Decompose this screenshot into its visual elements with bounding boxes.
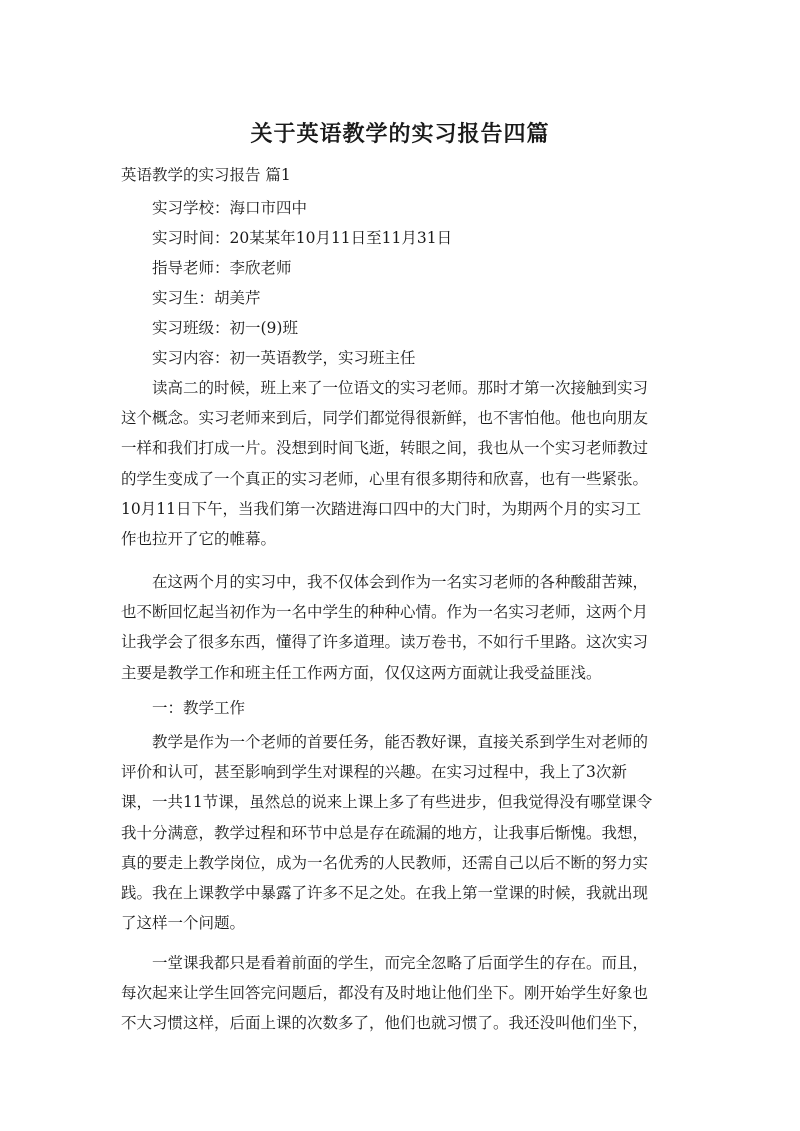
info-school: 实习学校：海口市四中 xyxy=(152,199,308,217)
info-intern: 实习生：胡美芹 xyxy=(152,289,261,307)
section-title: 英语教学的实习报告 篇1 xyxy=(121,166,291,184)
info-class: 实习班级：初一(9)班 xyxy=(152,319,298,337)
paragraph-line: 课，一共11节课，虽然总的说来上课上多了有些进步，但我觉得没有哪堂课令 xyxy=(121,793,653,812)
paragraph-line: 评价和认可，甚至影响到学生对课程的兴趣。在实习过程中，我上了3次新 xyxy=(121,763,627,782)
paragraph-line: 的学生变成了一个真正的实习老师，心里有很多期待和欣喜，也有一些紧张。 xyxy=(121,469,649,488)
paragraph-line: 教学是作为一个老师的首要任务，能否教好课，直接关系到学生对老师的 xyxy=(152,733,649,751)
paragraph-line: 也不断回忆起当初作为一名中学生的种种心情。作为一名实习老师，这两个月 xyxy=(121,603,649,622)
paragraph-3 xyxy=(121,727,681,938)
sub-heading-teaching: 一：教学工作 xyxy=(152,699,246,717)
paragraph-line: 让我学会了很多东西，懂得了许多道理。读万卷书，不如行千里路。这次实习 xyxy=(121,633,649,652)
paragraph-line: 这个概念。实习老师来到后，同学们都觉得很新鲜，也不害怕他。他也向朋友 xyxy=(121,409,649,428)
paragraph-line: 10月11日下午，当我们第一次踏进海口四中的大门时，为期两个月的实习工 xyxy=(121,499,641,518)
paragraph-2 xyxy=(121,567,681,688)
paragraph-line: 一样和我们打成一片。没想到时间飞逝，转眼之间，我也从一个实习老师教过 xyxy=(121,439,649,458)
paragraph-line: 主要是教学工作和班主任工作两方面，仅仅这两方面就让我受益匪浅。 xyxy=(121,663,602,682)
paragraph-4 xyxy=(121,948,681,1039)
paragraph-line: 践。我在上课教学中暴露了许多不足之处。在我上第一堂课的时候，我就出现 xyxy=(121,884,649,903)
info-time: 实习时间：20某某年10月11日至11月31日 xyxy=(152,229,453,247)
paragraph-line: 真的要走上教学岗位，成为一名优秀的人民教师，还需自己以后不断的努力实 xyxy=(121,853,649,872)
document-title: 关于英语教学的实习报告四篇 xyxy=(250,122,550,147)
paragraph-line: 在这两个月的实习中，我不仅体会到作为一名实习老师的各种酸甜苦辣， xyxy=(152,573,649,591)
paragraph-line: 一堂课我都只是看着前面的学生，而完全忽略了后面学生的存在。而且， xyxy=(152,954,649,972)
paragraph-line: 我十分满意，教学过程和环节中总是存在疏漏的地方，让我事后惭愧。我想， xyxy=(121,823,649,842)
paragraph-1 xyxy=(121,373,681,554)
paragraph-line: 每次起来让学生回答完问题后，都没有及时地让他们坐下。刚开始学生好象也 xyxy=(121,984,649,1003)
paragraph-line: 作也拉开了它的帷幕。 xyxy=(121,530,277,549)
info-content: 实习内容：初一英语教学，实习班主任 xyxy=(152,349,416,367)
info-advisor: 指导老师：李欣老师 xyxy=(152,259,292,277)
paragraph-line: 不大习惯这样，后面上课的次数多了，他们也就习惯了。我还没叫他们坐下， xyxy=(121,1014,649,1033)
paragraph-line: 了这样一个问题。 xyxy=(121,914,246,933)
paragraph-line: 读高二的时候，班上来了一位语文的实习老师。那时才第一次接触到实习 xyxy=(152,379,649,397)
